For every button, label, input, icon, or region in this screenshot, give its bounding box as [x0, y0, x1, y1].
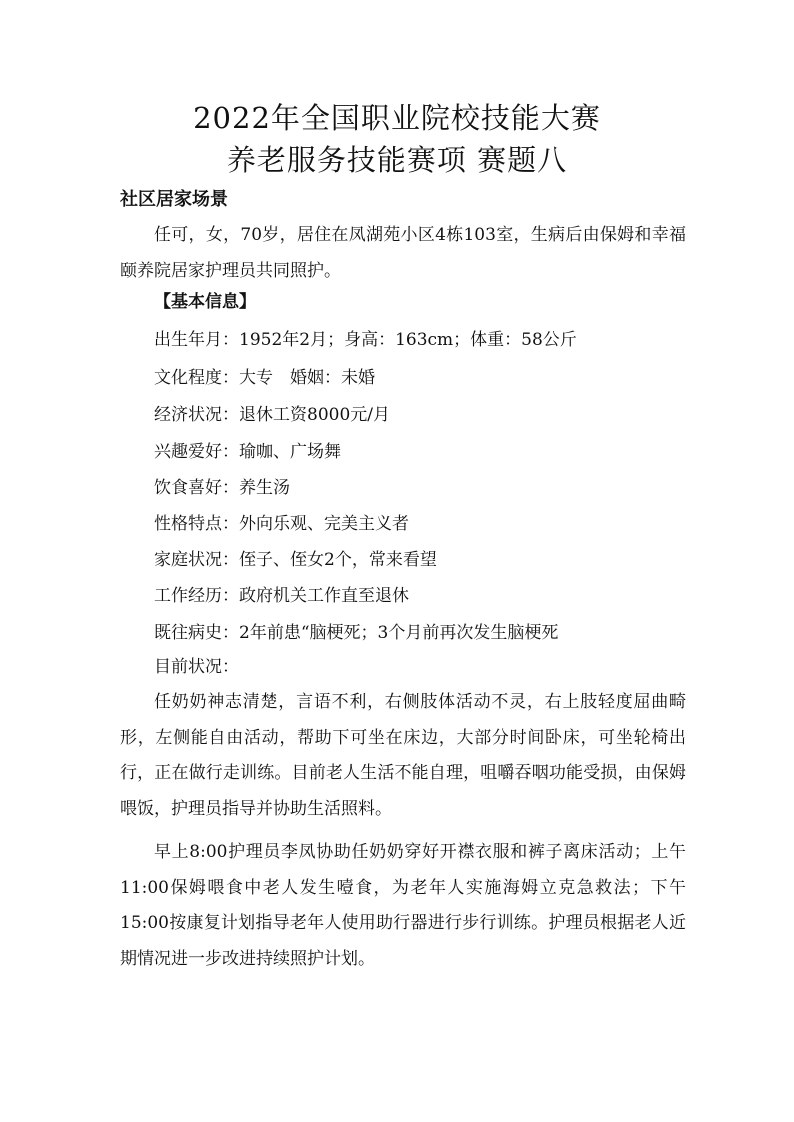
info-economy: 经济状况：退休工资8000元/月 [154, 405, 390, 425]
info-current-label: 目前状况： [154, 657, 239, 677]
info-family: 家庭状况：侄子、侄女2个，常来看望 [154, 550, 437, 570]
intro-paragraph: 任可，女，70岁，居住在凤湖苑小区4栋103室，生病后由保姆和幸福颐养院居家护理员共同照护。 [120, 225, 686, 281]
info-history: 既往病史：2年前患“脑梗死；3个月前再次发生脑梗死 [154, 623, 559, 643]
current-status-paragraph: 任奶奶神志清楚，言语不利，右侧肢体活动不灵，右上肢轻度屈曲畸形，左侧能自由活动，帮助下可坐在床边，大部分时间卧床，可坐轮椅出行，正在做行走训练。目前老人生活不能自理，咀嚼吞咽功能受损，由保姆喂饭，护理员指导并协助生活照料。 [120, 692, 686, 819]
section-heading: 社区居家场景 [120, 189, 228, 210]
info-work: 工作经历：政府机关工作直至退休 [154, 586, 409, 606]
events-paragraph: 早上8:00护理员李凤协助任奶奶穿好开襟衣服和裤子离床活动；上午11:00保姆喂食中老人发生噎食，为老年人实施海姆立克急救法；下午15:00按康复计划指导老年人使用助行器进行步行训练。护理员根据老人近期情况进一步改进持续照护计划。 [120, 842, 686, 969]
title-line-2: 养老服务技能赛项 赛题八 [226, 143, 568, 177]
info-personality: 性格特点：外向乐观、完美主义者 [154, 514, 409, 534]
info-education: 文化程度：大专 婚姻：未婚 [154, 368, 375, 388]
info-hobbies: 兴趣爱好：瑜咖、广场舞 [154, 442, 341, 462]
basic-info-heading: 【基本信息】 [154, 292, 256, 312]
info-diet: 饮食喜好：养生汤 [154, 478, 290, 498]
title-line-1: 2022年全国职业院校技能大赛 [193, 101, 601, 135]
info-birth: 出生年月：1952年2月；身高：163cm；体重：58公斤 [154, 330, 577, 350]
